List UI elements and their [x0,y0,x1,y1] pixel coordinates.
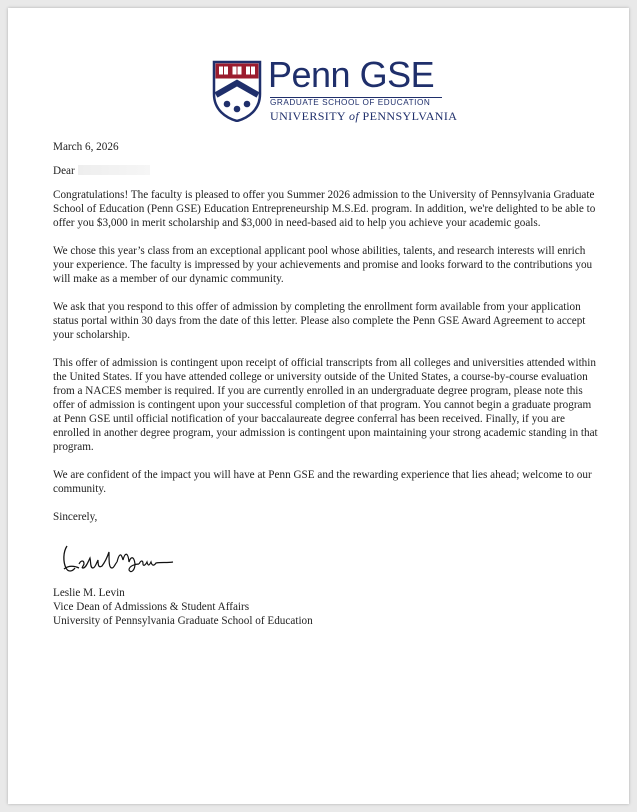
letter-date: March 6, 2026 [53,141,119,153]
handwritten-signature [57,538,177,578]
university-name [270,109,457,124]
brand-name: Penn GSE [268,54,435,95]
signer-organization: University of Pennsylvania Graduate School of Education [53,615,313,627]
redacted-name [78,165,150,175]
paragraph-respond: We ask that you respond to this offer of admission by completing the enrollment form available from your application status portal within 30 days from the date of this letter. Please also complete the Penn GSE Award Agreement to accept your scholarship. [53,301,586,341]
signature-block [53,586,601,628]
university-prefix: UNIVERSITY [270,109,346,123]
paragraph-offer: Congratulations! The faculty is pleased to offer you Summer 2026 admission to the University of Pennsylvania Graduate School of Education (Penn GSE) Education Entrepreneurship M.S.Ed. program. In addition, we're delighted to be able to offer you $3,000 in merit scholarship and $3,000 in need-based aid to help you achieve your academic goals. [53,189,596,229]
school-name: GRADUATE SCHOOL OF EDUCATION [270,98,431,107]
university-suffix: PENNSYLVANIA [362,109,458,123]
signature [53,538,601,580]
salutation [53,164,601,178]
penn-shield-icon [212,60,262,122]
letter-page [8,8,629,804]
paragraph-contingency: This offer of admission is contingent upon receipt of official transcripts from all colleges and universities attended within the United States. If you have attended college or university outside of the United States, a course-by-course evaluation from a NACES member is required. If you are currently enrolled in an undergraduate degree program, please note this offer of admission is contingent upon your successful completion of that program. You cannot begin a graduate program at Penn GSE until official notification of your baccalaureate degree conferral has been received. Finally, if you are enrolled in another degree program, your admission is contingent upon maintaining your strong academic standing in that program. [53,357,598,453]
closing: Sincerely, [53,511,98,523]
paragraph-class: We chose this year’s class from an exceptional applicant pool whose abilities, talents, and research interests will enrich your experience. The faculty is impressed by your achievements and promise and looks forward to the contributions you will make as a member of our dynamic community. [53,245,593,285]
paragraph-welcome: We are confident of the impact you will have at Penn GSE and the rewarding experience that lies ahead; welcome to our community. [53,469,592,495]
letter-body [53,140,601,628]
signer-name: Leslie M. Levin [53,587,125,599]
signer-title: Vice Dean of Admissions & Student Affairs [53,601,250,613]
university-of: of [348,109,360,123]
salutation-text: Dear [53,165,75,177]
penn-gse-logo [212,54,458,126]
